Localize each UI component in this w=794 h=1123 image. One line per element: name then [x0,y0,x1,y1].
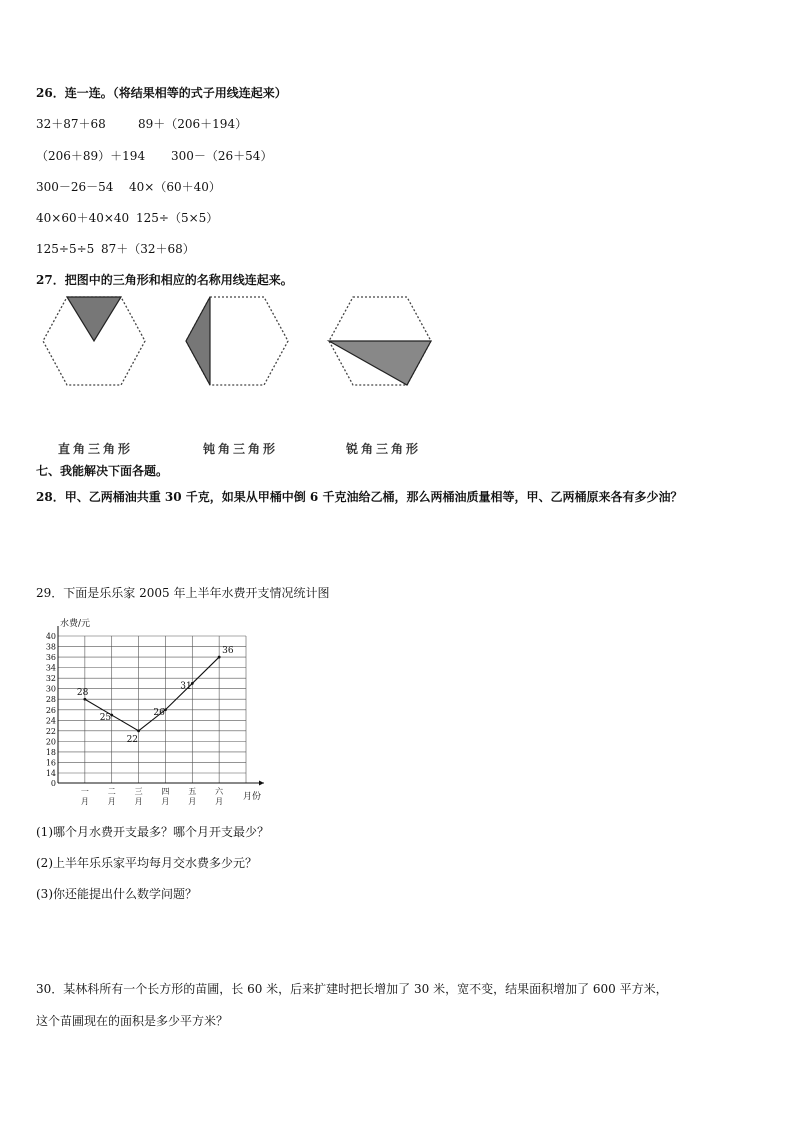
x-tick-label: 三 [134,787,143,796]
data-label: 26 [153,707,165,718]
data-label: 28 [76,688,89,699]
label-acute-triangle: 锐角三角形 [346,442,422,456]
y-tick-label: 16 [45,758,56,768]
data-label: 31 [180,681,192,692]
x-tick-label: 二 [107,787,116,796]
y-tick-label: 24 [45,716,56,726]
data-label: 25 [99,713,112,724]
y-tick-label: 0 [50,779,56,788]
water-fee-line-chart [36,608,286,808]
x-axis-label: 月份 [243,792,262,802]
x-axis-arrow [259,781,264,786]
x-tick-label: 一 [80,787,89,796]
q26-right-expr: 125÷（5×5） [136,211,219,225]
x-tick-label: 四 [161,787,170,796]
data-label: 22 [126,734,139,745]
y-tick-label: 30 [45,684,56,694]
x-tick-label: 五 [188,787,197,796]
q26-row [36,115,247,132]
q28-text: 28．甲、乙两桶油共重 30 千克，如果从甲桶中倒 6 千克油给乙桶，那么两桶油质量相等，甲、乙两桶原来各有多少油？ [36,490,683,504]
x-tick-labels [81,786,224,806]
acute-triangle-shape [329,341,431,385]
x-tick-label-unit: 月 [215,797,224,806]
q26-right-expr: 40×（60＋40） [129,180,221,194]
hexagon-figure-2 [183,294,291,388]
data-point [83,698,86,701]
data-point [137,729,140,732]
q26-row [36,147,272,164]
q30-line1: 30．某林科所有一个长方形的苗圃，长 60 米，后来扩建时把长增加了 30 米，宽不变，结果面积增加了 600 平方米， [36,982,668,996]
x-tick-label: 六 [215,787,224,796]
q26-right-expr: 87＋（32＋68） [101,242,195,256]
q26-left-expr: 125÷5÷5 [36,242,95,256]
y-tick-label: 18 [45,747,56,757]
right-triangle-shape [67,297,121,341]
y-tick-label: 32 [45,674,56,684]
q30-line2: 这个苗圃现在的面积是多少平方米？ [36,1014,229,1028]
q29-sub2: (2)上半年乐乐家平均每月交水费多少元？ [36,856,257,870]
y-tick-label: 22 [45,726,56,736]
q26-row [36,209,218,226]
q29-title: 29．下面是乐乐家 2005 年上半年水费开支情况统计图 [36,586,330,600]
x-tick-label-unit: 月 [80,797,89,806]
hexagon-figure-1 [40,294,148,388]
q29-sub3: (3)你还能提出什么数学问题？ [36,887,197,901]
data-label: 36 [222,646,234,657]
x-tick-label-unit: 月 [188,797,197,806]
q26-title: 26．连一连。（将结果相等的式子用线连起来） [36,86,287,100]
q26-left-expr: 300－26－54 [36,180,114,194]
label-right-triangle: 直角三角形 [58,442,134,456]
chart-series [77,646,234,745]
y-tick-label: 34 [45,663,56,673]
q27-title: 27．把图中的三角形和相应的名称用线连起来。 [36,273,293,287]
label-obtuse-triangle: 钝角三角形 [203,442,279,456]
data-point [218,656,221,659]
q26-right-expr: 300－（26＋54） [171,149,273,163]
y-tick-label: 38 [45,642,56,652]
q26-right-expr: 89＋（206＋194） [138,117,248,131]
y-axis-label: 水费/元 [60,619,91,629]
y-tick-label: 20 [45,737,56,747]
q26-row [36,240,195,257]
x-tick-label-unit: 月 [134,797,143,806]
y-tick-label: 14 [45,769,56,778]
section-title: 七、我能解决下面各题。 [36,464,169,478]
x-tick-label-unit: 月 [107,797,116,806]
obtuse-triangle-shape [186,297,210,385]
q29-sub1: (1)哪个月水费开支最多？哪个月开支最少？ [36,825,269,839]
y-tick-label: 40 [45,632,56,641]
y-tick-label: 36 [45,653,56,663]
hexagon-figure-3 [326,294,434,388]
x-tick-label-unit: 月 [161,797,170,806]
q26-row [36,178,221,195]
y-tick-label: 26 [45,705,56,715]
q26-left-expr: 40×60＋40×40 [36,211,130,225]
y-tick-label: 28 [45,695,56,705]
q26-left-expr: （206＋89）＋194 [36,149,146,163]
q26-left-expr: 32＋87＋68 [36,117,106,131]
y-tick-labels [46,632,56,788]
